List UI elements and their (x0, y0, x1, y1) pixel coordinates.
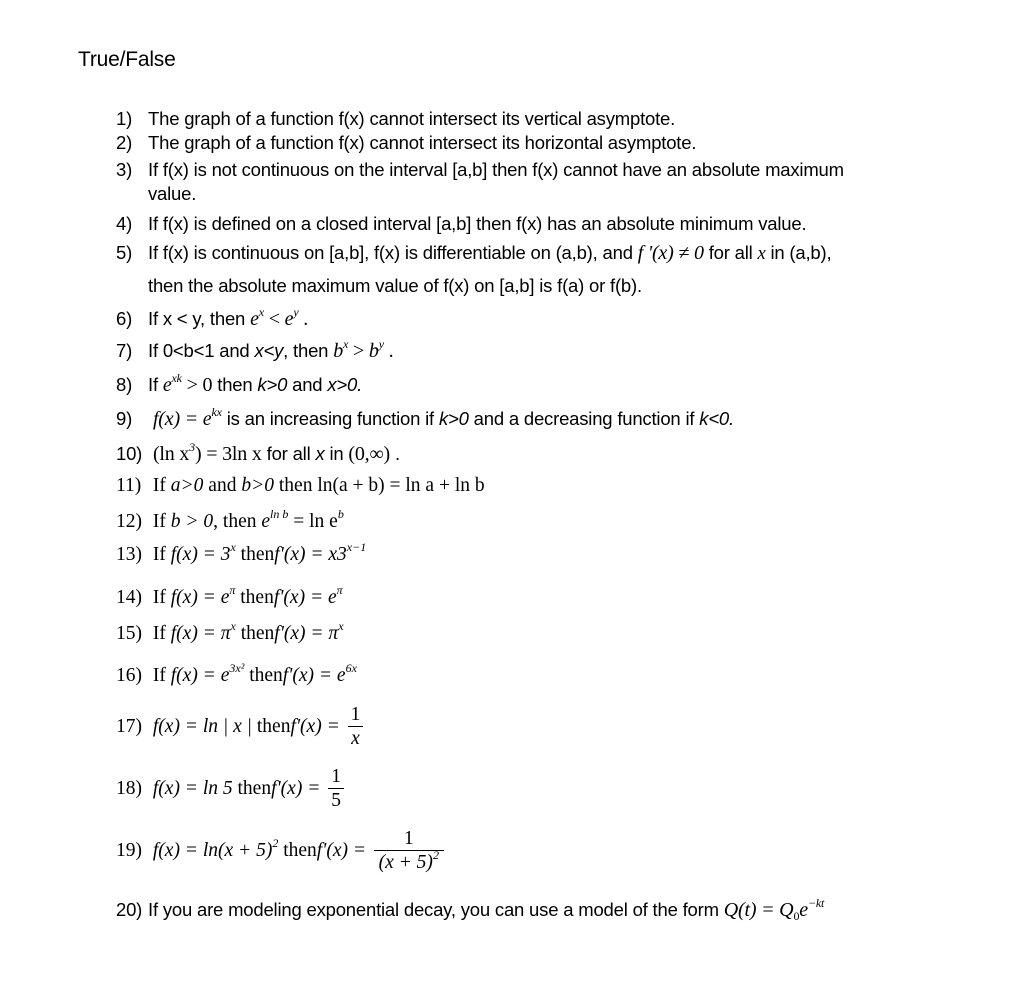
question-number: 17) (116, 715, 142, 737)
question-text: and a decreasing function if (473, 408, 695, 429)
question-19 (116, 828, 444, 875)
question-text: then (249, 665, 283, 686)
question-11 (116, 474, 485, 498)
question-8 (116, 373, 362, 397)
question-3 (116, 158, 844, 182)
question-number: 4) (116, 213, 133, 234)
math-expression: $f(x) = e^{kx}$ (152, 405, 222, 430)
math-expression: ln(a + b) = ln a + ln b (317, 475, 485, 496)
question-text: then (240, 544, 275, 565)
question-text: in (a,b), (770, 242, 832, 263)
question-number: 8) (116, 374, 133, 395)
question-text: If 0<b<1 and (148, 340, 250, 361)
question-18 (116, 766, 344, 813)
math-expression: (ln $x^3) = 3\ln$ x (152, 440, 262, 465)
math-expression: $f(x) = 3^x$ (170, 540, 236, 565)
question-number: 6) (116, 308, 133, 329)
math-variable: x (757, 244, 766, 264)
question-number: 14) (116, 587, 142, 608)
math-condition: k<0. (699, 408, 734, 429)
question-text: and (292, 374, 323, 395)
question-2 (116, 131, 696, 155)
question-number: 2) (116, 132, 133, 153)
question-7 (116, 339, 393, 363)
question-number: 11) (116, 475, 142, 496)
question-text: then (283, 839, 317, 861)
question-text: and (208, 475, 237, 496)
question-text: If (152, 623, 166, 644)
question-14 (116, 583, 343, 610)
question-text: , then (283, 340, 329, 361)
math-expression: $e^{xk} > 0$ (162, 371, 213, 396)
math-expression: f'(x) = (290, 715, 340, 737)
question-number: 10) (116, 443, 143, 464)
question-text: If f(x) is defined on a closed interval [a,b] then f(x) has an absolute minimum value. (148, 213, 807, 234)
question-text: The graph of a function f(x) cannot intersect its vertical asymptote. (148, 108, 676, 129)
question-20 (116, 898, 824, 922)
question-text: then (217, 374, 253, 395)
question-text: If x < y, then (148, 308, 246, 329)
question-number: 13) (116, 544, 142, 565)
question-5-continuation: then the absolute maximum value of f(x) on [a,b] is f(a) or f(b). (148, 275, 642, 296)
question-text: then (240, 587, 274, 608)
question-text: If (152, 475, 166, 496)
punctuation: . (394, 443, 400, 464)
question-text: then (237, 777, 272, 799)
question-10 (116, 442, 400, 466)
question-text: If f(x) is not continuous on the interval [a,b] then f(x) cannot have an absolute maximum (148, 159, 844, 180)
math-expression: $e^{ln b} = \ln e^b$ (261, 507, 344, 532)
question-number: 12) (116, 511, 142, 532)
question-4 (116, 212, 806, 236)
math-expression: $f(x) = \pi^x$ (170, 619, 236, 644)
math-condition: k>0 (257, 374, 288, 395)
question-13 (116, 540, 367, 567)
math-expression: $f(x) = e^{3x^2}$ (170, 661, 245, 686)
math-expression: $Q(t) = Q_0e^{-kt}$ (723, 896, 825, 923)
question-text: then (240, 623, 275, 644)
question-number: 3) (116, 159, 133, 180)
question-5 (116, 241, 831, 266)
math-condition: x<y (254, 340, 284, 361)
question-number: 1) (116, 108, 133, 129)
math-expression: f'(x) = (316, 839, 367, 861)
question-text: then (278, 475, 313, 496)
question-text: If you are modeling exponential decay, you can use a model of the form (148, 899, 719, 920)
math-expression: $f'(x) = e^\pi$ (273, 583, 343, 608)
math-expression: $f(x) = e^\pi$ (170, 583, 236, 608)
math-expression: $e^x < e^y$ . (250, 305, 309, 330)
math-condition: b>0 (241, 475, 274, 496)
math-condition: x>0. (327, 374, 363, 395)
math-expression: f(x) = ln 5 (152, 777, 233, 799)
question-number: 9) (116, 408, 133, 429)
fraction: $\frac{1}{x}$ (348, 704, 364, 751)
question-text: If f(x) is continuous on [a,b], f(x) is differentiable on (a,b), and (148, 242, 633, 263)
math-variable: x (315, 443, 325, 464)
math-expression: $b^x > b^y$ . (333, 337, 394, 362)
math-expression: f '(x) ≠ 0 (637, 242, 704, 264)
fraction: $\frac{1}{(x + 5)^2}$ (374, 828, 444, 875)
math-expression: f'(x) = (271, 777, 321, 799)
question-3-continuation: value. (148, 183, 197, 204)
math-condition: b > 0 (170, 511, 214, 532)
question-text: If (152, 587, 166, 608)
question-9 (116, 407, 734, 431)
question-number: 20) (116, 899, 143, 920)
question-17 (116, 704, 363, 751)
question-1 (116, 107, 675, 131)
question-15 (116, 619, 344, 646)
question-number: 19) (116, 839, 142, 861)
question-text: in (329, 443, 344, 464)
math-condition: a>0 (170, 475, 204, 496)
math-expression: $f'(x) = x3^{x-1}$ (274, 540, 367, 565)
question-text: If (152, 544, 166, 565)
question-16 (116, 661, 357, 688)
math-expression: f(x) = ln | x | (152, 715, 253, 737)
question-6 (116, 307, 308, 331)
question-number: 5) (116, 242, 133, 263)
math-interval: (0,∞) (348, 443, 390, 465)
question-text: If (152, 665, 166, 686)
question-text: for all (266, 443, 311, 464)
question-number: 16) (116, 665, 142, 686)
question-text: If (152, 511, 166, 532)
question-text: The graph of a function f(x) cannot intersect its horizontal asymptote. (148, 132, 697, 153)
math-expression: $f'(x) = \pi^x$ (274, 619, 344, 644)
question-text: is an increasing function if (226, 408, 434, 429)
question-text: for all (708, 242, 753, 263)
document-title: True/False (78, 48, 176, 71)
math-expression: $f(x) = \ln(x + 5)^2$ (152, 835, 279, 861)
question-number: 7) (116, 340, 133, 361)
question-number: 18) (116, 777, 142, 799)
fraction: $\frac{1}{5}$ (328, 766, 344, 813)
question-text: then (256, 715, 291, 737)
question-text: If (148, 374, 158, 395)
question-12 (116, 507, 344, 534)
math-expression: $f'(x) = e^{6x}$ (282, 661, 357, 686)
question-text: , then (213, 511, 257, 532)
question-number: 15) (116, 623, 142, 644)
math-condition: k>0 (438, 408, 469, 429)
